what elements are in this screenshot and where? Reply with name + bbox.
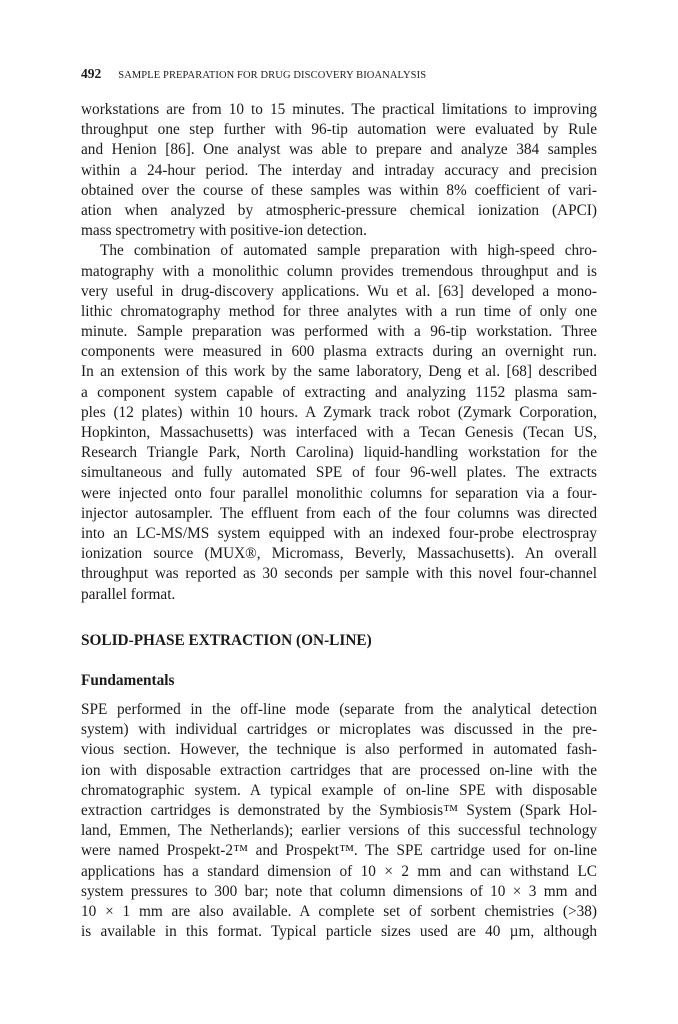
text-line: throughput was reported as 30 seconds per sample with this novel four-channel (81, 565, 597, 583)
paragraph-2 (81, 241, 597, 604)
text-line: is available in this format. Typical particle sizes used are 40 µm, although (81, 923, 597, 941)
text-line: were injected onto four parallel monolithic columns for separation via a four- (81, 484, 597, 502)
subsection-heading: Fundamentals (81, 672, 175, 689)
section-heading: SOLID-PHASE EXTRACTION (ON-LINE) (81, 632, 372, 649)
text-line: land, Emmen, The Netherlands); earlier versions of this successful technology (81, 822, 597, 840)
text-line: SPE performed in the off-line mode (separate from the analytical detection (81, 701, 597, 718)
text-line: components were measured in 600 plasma extracts during an overnight run. (81, 343, 597, 361)
text-line: lithic chromatography method for three analytes with a run time of only one (81, 302, 597, 320)
text-line: obtained over the course of these samples was within 8% coefficient of vari- (81, 181, 597, 199)
text-line: 10 × 1 mm are also available. A complete set of sorbent chemistries (>38) (81, 902, 597, 920)
text-line: workstations are from 10 to 15 minutes. The practical limitations to improving (81, 101, 597, 118)
text-line: In an extension of this work by the same laboratory, Deng et al. [68] described (81, 363, 597, 381)
text-line: ion with disposable extraction cartridges that are processed on-line with the (81, 761, 597, 779)
text-line: system pressures to 300 bar; note that column dimensions of 10 × 3 mm and (81, 882, 597, 900)
text-line: Research Triangle Park, North Carolina) liquid-handling workstation for the (81, 444, 597, 462)
text-line: parallel format. (81, 585, 176, 603)
running-header (81, 66, 597, 82)
text-line: and Henion [86]. One analyst was able to prepare and analyze 384 samples (81, 141, 597, 159)
text-line: matography with a monolithic column provides tremendous throughput and is (81, 262, 597, 280)
text-line: within a 24-hour period. The interday and intraday accuracy and precision (81, 161, 597, 179)
text-line: extraction cartridges is demonstrated by the Symbiosis™ System (Spark Hol- (81, 801, 597, 819)
text-line: ples (12 plates) within 10 hours. A Zymark track robot (Zymark Corporation, (81, 403, 597, 421)
text-line: Hopkinton, Massachusetts) was interfaced with a Tecan Genesis (Tecan US, (81, 424, 597, 441)
running-title: SAMPLE PREPARATION FOR DRUG DISCOVERY BIOANALYSIS (118, 70, 427, 81)
page-number: 492 (81, 66, 102, 81)
text-line: throughput one step further with 96-tip automation were evaluated by Rule (81, 121, 597, 139)
text-line: ation when analyzed by atmospheric-pressure chemical ionization (APCI) (81, 201, 597, 219)
text-line: mass spectrometry with positive-ion detection. (81, 222, 367, 240)
paragraph-3 (81, 700, 597, 942)
text-line: chromatographic system. A typical example of on-line SPE with disposable (81, 781, 597, 799)
text-line: into an LC-MS/MS system equipped with an indexed four-probe electrospray (81, 524, 597, 542)
body-text-upper (81, 100, 597, 605)
paragraph-1 (81, 100, 597, 241)
text-line: minute. Sample preparation was performed with a 96-tip workstation. Three (81, 323, 597, 341)
text-line: injector autosampler. The effluent from each of the four columns was directed (81, 504, 597, 522)
text-line: were named Prospekt-2™ and Prospekt™. The SPE cartridge used for on-line (81, 842, 597, 860)
text-line: system) with individual cartridges or microplates was discussed in the pre- (81, 721, 597, 739)
text-line: simultaneous and fully automated SPE of four 96-well plates. The extracts (81, 464, 597, 482)
text-line: The combination of automated sample preparation with high-speed chro- (100, 242, 597, 260)
body-text-lower (81, 700, 597, 942)
text-line: applications has a standard dimension of 10 × 2 mm and can withstand LC (81, 862, 597, 880)
text-line: very useful in drug-discovery applications. Wu et al. [63] developed a mono- (81, 282, 597, 300)
text-line: vious section. However, the technique is also performed in automated fash- (81, 741, 597, 759)
text-line: a component system capable of extracting and analyzing 1152 plasma sam- (81, 383, 597, 401)
text-line: ionization source (MUX®, Micromass, Beverly, Massachusetts). An overall (81, 545, 597, 563)
